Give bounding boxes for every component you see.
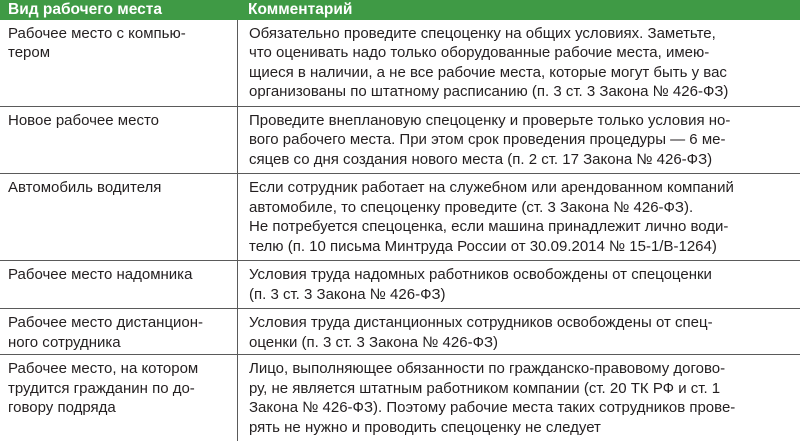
comment-cell: Условия труда надомных работников освобождены от спецоценки (п. 3 ст. 3 Закона № 426-ФЗ) — [237, 261, 800, 308]
comment-cell: Проведите внеплановую спецоценку и проверьте только условия но- вого рабочего места. При этом срок проведения процедуры — 6 ме- сяцев со дня создания нового места (п. 2 ст. 17 Закона № 426-ФЗ) — [237, 107, 800, 174]
table-row — [0, 20, 800, 107]
workplace-type-cell: Рабочее место надомника — [8, 266, 193, 283]
comment-cell: Если сотрудник работает на служебном или арендованном компаний автомобиле, то спецоценку проведите (ст. 3 Закона № 426-ФЗ). Не потребуется спецоценка, если машина принадлежит лично води- телю (п. 10 письма Минтруда России от 30.09.2014 № 15-1/В-1264) — [237, 174, 800, 260]
workplace-type-cell: Рабочее место дистанцион- ного сотрудника — [8, 314, 204, 351]
comment-cell: Лицо, выполняющее обязанности по гражданско-правовому догово- ру, не является штатным работником компании (ст. 20 ТК РФ и ст. 1 Закона № 426-ФЗ). Поэтому рабочие места таких сотрудников прове- рять не нужно и проводить спецоценку не следует — [237, 355, 800, 441]
table-row — [0, 107, 800, 175]
workplace-type-cell: Автомобиль водителя — [8, 179, 162, 196]
table-row — [0, 309, 800, 355]
comment-cell: Условия труда дистанционных сотрудников освобождены от спец- оценки (п. 3 ст. 3 Закона № 426-ФЗ) — [237, 309, 800, 354]
workplace-type-cell: Рабочее место, на котором трудится гражданин по до- говору подряда — [8, 360, 199, 416]
table-row — [0, 261, 800, 309]
header-comment: Комментарий — [248, 1, 353, 18]
table-row — [0, 355, 800, 441]
comment-cell: Обязательно проведите спецоценку на общих условиях. Заметьте, что оценивать надо только оборудованные рабочие места, имею- щиеся в наличии, а не все рабочие места, которые могут быть у вас организованы по штатному расписанию (п. 3 ст. 3 Закона № 426-ФЗ) — [237, 20, 800, 106]
table-header — [0, 0, 800, 20]
workplace-type-cell: Рабочее место с компью- тером — [8, 24, 186, 61]
table-row — [0, 174, 800, 261]
header-workplace-type: Вид рабочего места — [8, 1, 162, 18]
workplace-type-cell: Новое рабочее место — [8, 111, 159, 129]
